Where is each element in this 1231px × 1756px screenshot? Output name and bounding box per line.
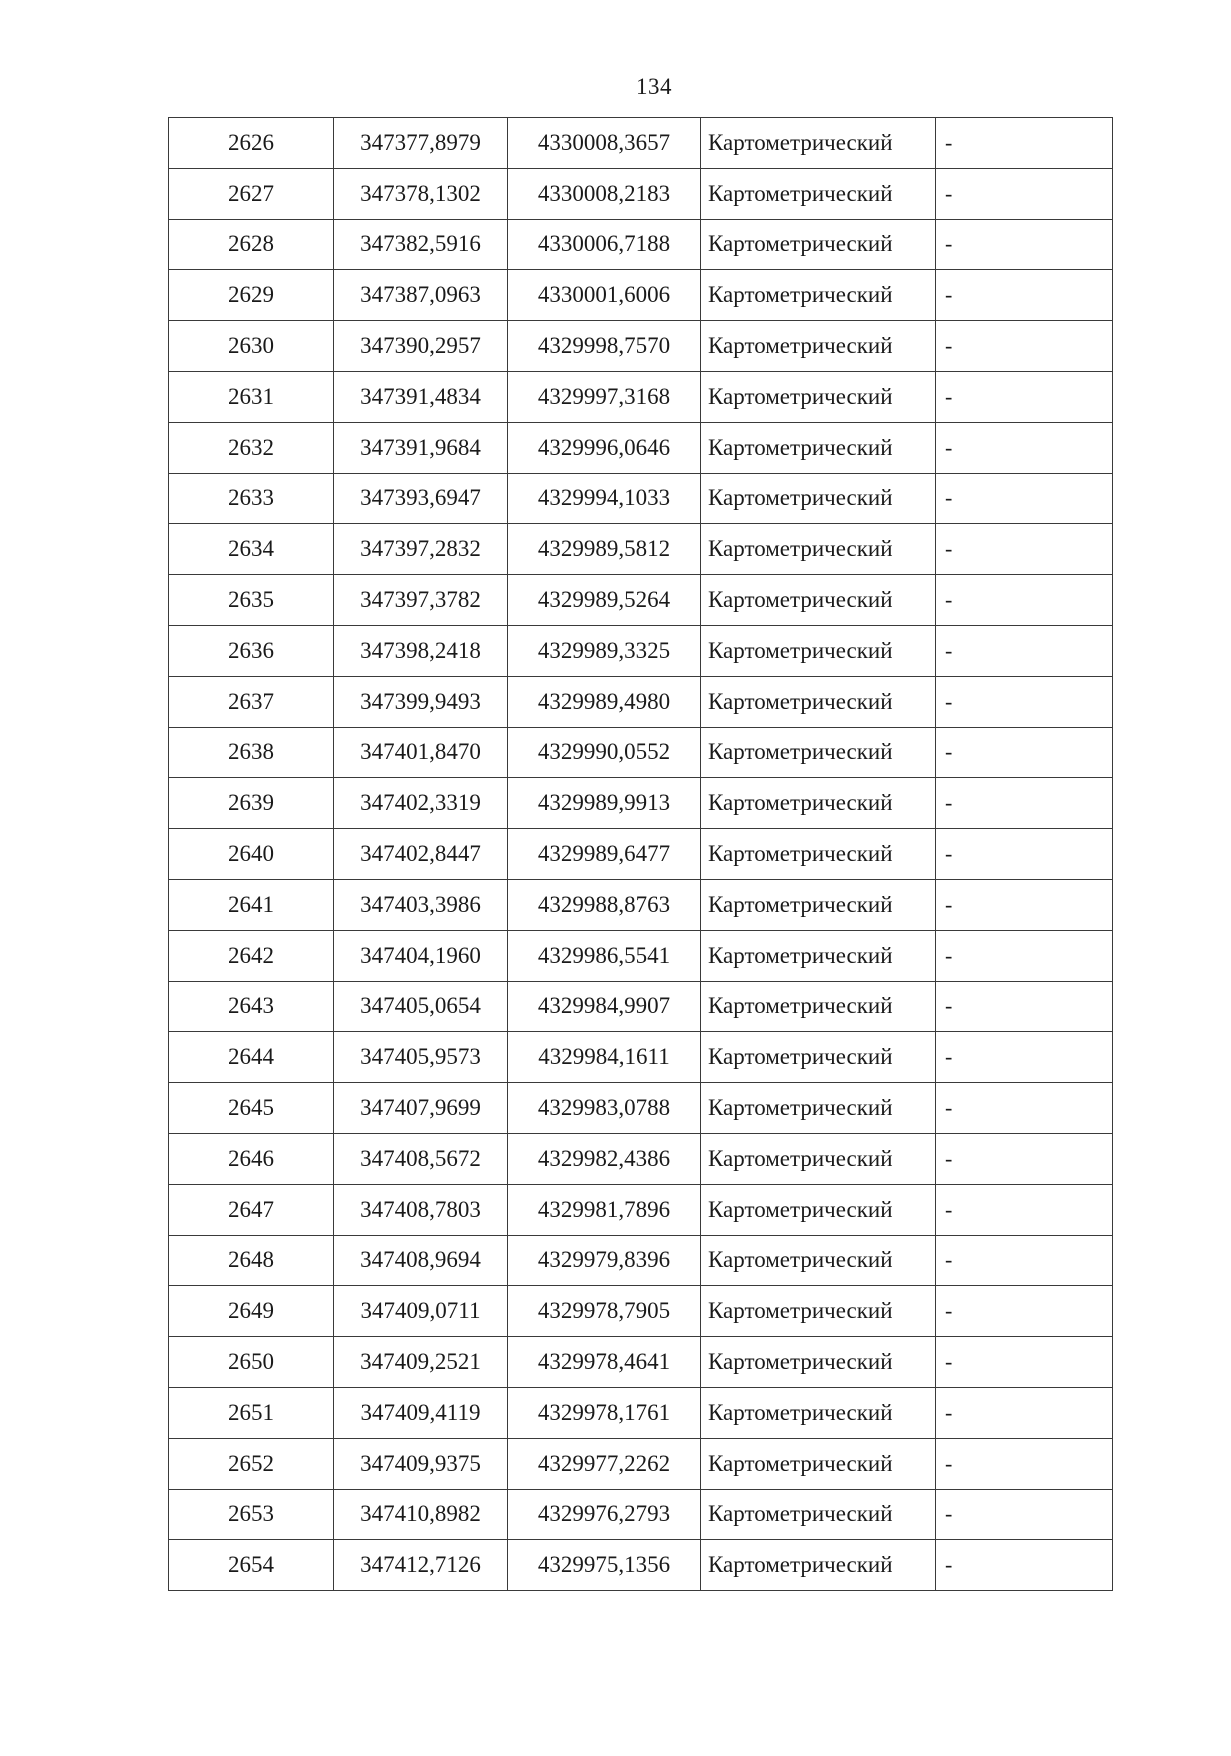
x-coordinate-cell: 347391,4834 <box>334 371 508 422</box>
note-cell <box>936 371 1113 422</box>
y-coordinate-cell: 4329975,1356 <box>508 1540 701 1591</box>
x-coordinate-cell: 347403,3986 <box>334 879 508 930</box>
point-number-cell: 2650 <box>169 1337 334 1388</box>
y-coordinate-cell: 4329996,0646 <box>508 422 701 473</box>
note-text: - <box>945 841 953 867</box>
point-number-cell: 2633 <box>169 473 334 524</box>
method-cell: Картометрический <box>701 321 936 372</box>
method-cell: Картометрический <box>701 422 936 473</box>
point-number-cell: 2645 <box>169 1083 334 1134</box>
x-coordinate-cell: 347409,2521 <box>334 1337 508 1388</box>
point-number-cell: 2639 <box>169 778 334 829</box>
note-text: - <box>945 434 953 460</box>
note-cell <box>936 473 1113 524</box>
note-cell <box>936 422 1113 473</box>
note-text: - <box>945 993 953 1019</box>
note-cell <box>936 676 1113 727</box>
point-number-cell: 2651 <box>169 1387 334 1438</box>
method-cell: Картометрический <box>701 1438 936 1489</box>
x-coordinate-cell: 347397,3782 <box>334 575 508 626</box>
method-cell: Картометрический <box>701 1235 936 1286</box>
method-cell: Картометрический <box>701 1337 936 1388</box>
table-row <box>169 473 1113 524</box>
y-coordinate-cell: 4329994,1033 <box>508 473 701 524</box>
table-row <box>169 1286 1113 1337</box>
note-text: - <box>945 1247 953 1273</box>
note-text: - <box>945 637 953 663</box>
y-coordinate-cell: 4329989,4980 <box>508 676 701 727</box>
note-text: - <box>945 688 953 714</box>
table-row <box>169 1184 1113 1235</box>
point-number-cell: 2629 <box>169 270 334 321</box>
note-text: - <box>945 1450 953 1476</box>
point-number-cell: 2642 <box>169 930 334 981</box>
method-cell: Картометрический <box>701 625 936 676</box>
method-cell: Картометрический <box>701 778 936 829</box>
x-coordinate-cell: 347387,0963 <box>334 270 508 321</box>
method-cell: Картометрический <box>701 473 936 524</box>
note-text: - <box>945 1399 953 1425</box>
point-number-cell: 2636 <box>169 625 334 676</box>
y-coordinate-cell: 4329989,5264 <box>508 575 701 626</box>
y-coordinate-cell: 4329979,8396 <box>508 1235 701 1286</box>
table-row <box>169 1540 1113 1591</box>
x-coordinate-cell: 347391,9684 <box>334 422 508 473</box>
x-coordinate-cell: 347409,0711 <box>334 1286 508 1337</box>
method-cell: Картометрический <box>701 1286 936 1337</box>
note-text: - <box>945 1298 953 1324</box>
note-text: - <box>945 1349 953 1375</box>
note-cell <box>936 1337 1113 1388</box>
note-cell <box>936 524 1113 575</box>
note-cell <box>936 1184 1113 1235</box>
method-cell: Картометрический <box>701 270 936 321</box>
note-cell <box>936 270 1113 321</box>
y-coordinate-cell: 4329978,7905 <box>508 1286 701 1337</box>
note-text: - <box>945 1501 953 1527</box>
y-coordinate-cell: 4330006,7188 <box>508 219 701 270</box>
point-number-cell: 2626 <box>169 118 334 169</box>
note-cell <box>936 778 1113 829</box>
method-cell: Картометрический <box>701 219 936 270</box>
note-cell <box>936 219 1113 270</box>
table-row <box>169 422 1113 473</box>
y-coordinate-cell: 4329977,2262 <box>508 1438 701 1489</box>
table-body <box>169 118 1113 1591</box>
note-cell <box>936 1489 1113 1540</box>
x-coordinate-cell: 347378,1302 <box>334 168 508 219</box>
method-cell: Картометрический <box>701 1133 936 1184</box>
note-text: - <box>945 1044 953 1070</box>
y-coordinate-cell: 4329976,2793 <box>508 1489 701 1540</box>
x-coordinate-cell: 347399,9493 <box>334 676 508 727</box>
method-cell: Картометрический <box>701 168 936 219</box>
x-coordinate-cell: 347408,5672 <box>334 1133 508 1184</box>
method-cell: Картометрический <box>701 575 936 626</box>
table-row <box>169 524 1113 575</box>
note-text: - <box>945 485 953 511</box>
note-cell <box>936 1235 1113 1286</box>
table-row <box>169 168 1113 219</box>
table-row <box>169 879 1113 930</box>
note-cell <box>936 1387 1113 1438</box>
point-number-cell: 2646 <box>169 1133 334 1184</box>
method-cell: Картометрический <box>701 879 936 930</box>
point-number-cell: 2641 <box>169 879 334 930</box>
note-cell <box>936 118 1113 169</box>
method-cell: Картометрический <box>701 829 936 880</box>
x-coordinate-cell: 347405,0654 <box>334 981 508 1032</box>
x-coordinate-cell: 347405,9573 <box>334 1032 508 1083</box>
method-cell: Картометрический <box>701 1032 936 1083</box>
x-coordinate-cell: 347382,5916 <box>334 219 508 270</box>
y-coordinate-cell: 4329990,0552 <box>508 727 701 778</box>
note-text: - <box>945 180 953 206</box>
note-cell <box>936 930 1113 981</box>
note-cell <box>936 981 1113 1032</box>
table-row <box>169 1337 1113 1388</box>
table-row <box>169 1032 1113 1083</box>
y-coordinate-cell: 4329989,9913 <box>508 778 701 829</box>
note-cell <box>936 1286 1113 1337</box>
x-coordinate-cell: 347410,8982 <box>334 1489 508 1540</box>
point-number-cell: 2649 <box>169 1286 334 1337</box>
y-coordinate-cell: 4329989,3325 <box>508 625 701 676</box>
note-cell <box>936 1133 1113 1184</box>
x-coordinate-cell: 347404,1960 <box>334 930 508 981</box>
table-row <box>169 219 1113 270</box>
y-coordinate-cell: 4329983,0788 <box>508 1083 701 1134</box>
x-coordinate-cell: 347402,8447 <box>334 829 508 880</box>
note-cell <box>936 168 1113 219</box>
table-row <box>169 778 1113 829</box>
method-cell: Картометрический <box>701 1387 936 1438</box>
point-number-cell: 2654 <box>169 1540 334 1591</box>
point-number-cell: 2653 <box>169 1489 334 1540</box>
point-number-cell: 2630 <box>169 321 334 372</box>
point-number-cell: 2648 <box>169 1235 334 1286</box>
x-coordinate-cell: 347398,2418 <box>334 625 508 676</box>
table-row <box>169 981 1113 1032</box>
y-coordinate-cell: 4330008,2183 <box>508 168 701 219</box>
table-row <box>169 1387 1113 1438</box>
point-number-cell: 2647 <box>169 1184 334 1235</box>
note-text: - <box>945 333 953 359</box>
point-number-cell: 2628 <box>169 219 334 270</box>
x-coordinate-cell: 347407,9699 <box>334 1083 508 1134</box>
note-cell <box>936 1438 1113 1489</box>
note-text: - <box>945 282 953 308</box>
table-row <box>169 371 1113 422</box>
note-text: - <box>945 891 953 917</box>
table-row <box>169 1438 1113 1489</box>
x-coordinate-cell: 347412,7126 <box>334 1540 508 1591</box>
coordinates-table <box>168 117 1113 1591</box>
y-coordinate-cell: 4329997,3168 <box>508 371 701 422</box>
y-coordinate-cell: 4329988,8763 <box>508 879 701 930</box>
x-coordinate-cell: 347401,8470 <box>334 727 508 778</box>
note-text: - <box>945 1196 953 1222</box>
note-cell <box>936 1083 1113 1134</box>
method-cell: Картометрический <box>701 676 936 727</box>
point-number-cell: 2634 <box>169 524 334 575</box>
point-number-cell: 2635 <box>169 575 334 626</box>
table-row <box>169 676 1113 727</box>
table-row <box>169 1083 1113 1134</box>
x-coordinate-cell: 347397,2832 <box>334 524 508 575</box>
table-row <box>169 829 1113 880</box>
table-row <box>169 1235 1113 1286</box>
method-cell: Картометрический <box>701 118 936 169</box>
note-text: - <box>945 790 953 816</box>
y-coordinate-cell: 4330001,6006 <box>508 270 701 321</box>
method-cell: Картометрический <box>701 1083 936 1134</box>
point-number-cell: 2627 <box>169 168 334 219</box>
table-row <box>169 1133 1113 1184</box>
note-text: - <box>945 1095 953 1121</box>
method-cell: Картометрический <box>701 930 936 981</box>
table-row <box>169 118 1113 169</box>
point-number-cell: 2631 <box>169 371 334 422</box>
note-text: - <box>945 383 953 409</box>
note-cell <box>936 625 1113 676</box>
page-number: 134 <box>636 74 672 99</box>
note-cell <box>936 727 1113 778</box>
y-coordinate-cell: 4329989,6477 <box>508 829 701 880</box>
point-number-cell: 2632 <box>169 422 334 473</box>
x-coordinate-cell: 347408,9694 <box>334 1235 508 1286</box>
method-cell: Картометрический <box>701 1184 936 1235</box>
x-coordinate-cell: 347390,2957 <box>334 321 508 372</box>
point-number-cell: 2652 <box>169 1438 334 1489</box>
point-number-cell: 2644 <box>169 1032 334 1083</box>
x-coordinate-cell: 347409,9375 <box>334 1438 508 1489</box>
point-number-cell: 2640 <box>169 829 334 880</box>
x-coordinate-cell: 347409,4119 <box>334 1387 508 1438</box>
note-cell <box>936 1032 1113 1083</box>
method-cell: Картометрический <box>701 524 936 575</box>
note-text: - <box>945 739 953 765</box>
note-text: - <box>945 1552 953 1578</box>
table-row <box>169 930 1113 981</box>
method-cell: Картометрический <box>701 1540 936 1591</box>
note-cell <box>936 575 1113 626</box>
y-coordinate-cell: 4330008,3657 <box>508 118 701 169</box>
y-coordinate-cell: 4329998,7570 <box>508 321 701 372</box>
table-row <box>169 1489 1113 1540</box>
note-text: - <box>945 587 953 613</box>
note-text: - <box>945 536 953 562</box>
method-cell: Картометрический <box>701 1489 936 1540</box>
x-coordinate-cell: 347402,3319 <box>334 778 508 829</box>
x-coordinate-cell: 347408,7803 <box>334 1184 508 1235</box>
note-text: - <box>945 129 953 155</box>
method-cell: Картометрический <box>701 371 936 422</box>
table-row <box>169 727 1113 778</box>
method-cell: Картометрический <box>701 727 936 778</box>
point-number-cell: 2637 <box>169 676 334 727</box>
note-cell <box>936 829 1113 880</box>
note-text: - <box>945 1145 953 1171</box>
table-row <box>169 270 1113 321</box>
table-row <box>169 321 1113 372</box>
y-coordinate-cell: 4329981,7896 <box>508 1184 701 1235</box>
note-cell <box>936 321 1113 372</box>
y-coordinate-cell: 4329982,4386 <box>508 1133 701 1184</box>
y-coordinate-cell: 4329986,5541 <box>508 930 701 981</box>
point-number-cell: 2643 <box>169 981 334 1032</box>
method-cell: Картометрический <box>701 981 936 1032</box>
x-coordinate-cell: 347393,6947 <box>334 473 508 524</box>
y-coordinate-cell: 4329978,1761 <box>508 1387 701 1438</box>
y-coordinate-cell: 4329989,5812 <box>508 524 701 575</box>
y-coordinate-cell: 4329984,1611 <box>508 1032 701 1083</box>
note-text: - <box>945 942 953 968</box>
y-coordinate-cell: 4329984,9907 <box>508 981 701 1032</box>
y-coordinate-cell: 4329978,4641 <box>508 1337 701 1388</box>
table-row <box>169 625 1113 676</box>
note-text: - <box>945 231 953 257</box>
note-cell <box>936 879 1113 930</box>
x-coordinate-cell: 347377,8979 <box>334 118 508 169</box>
table-row <box>169 575 1113 626</box>
point-number-cell: 2638 <box>169 727 334 778</box>
note-cell <box>936 1540 1113 1591</box>
